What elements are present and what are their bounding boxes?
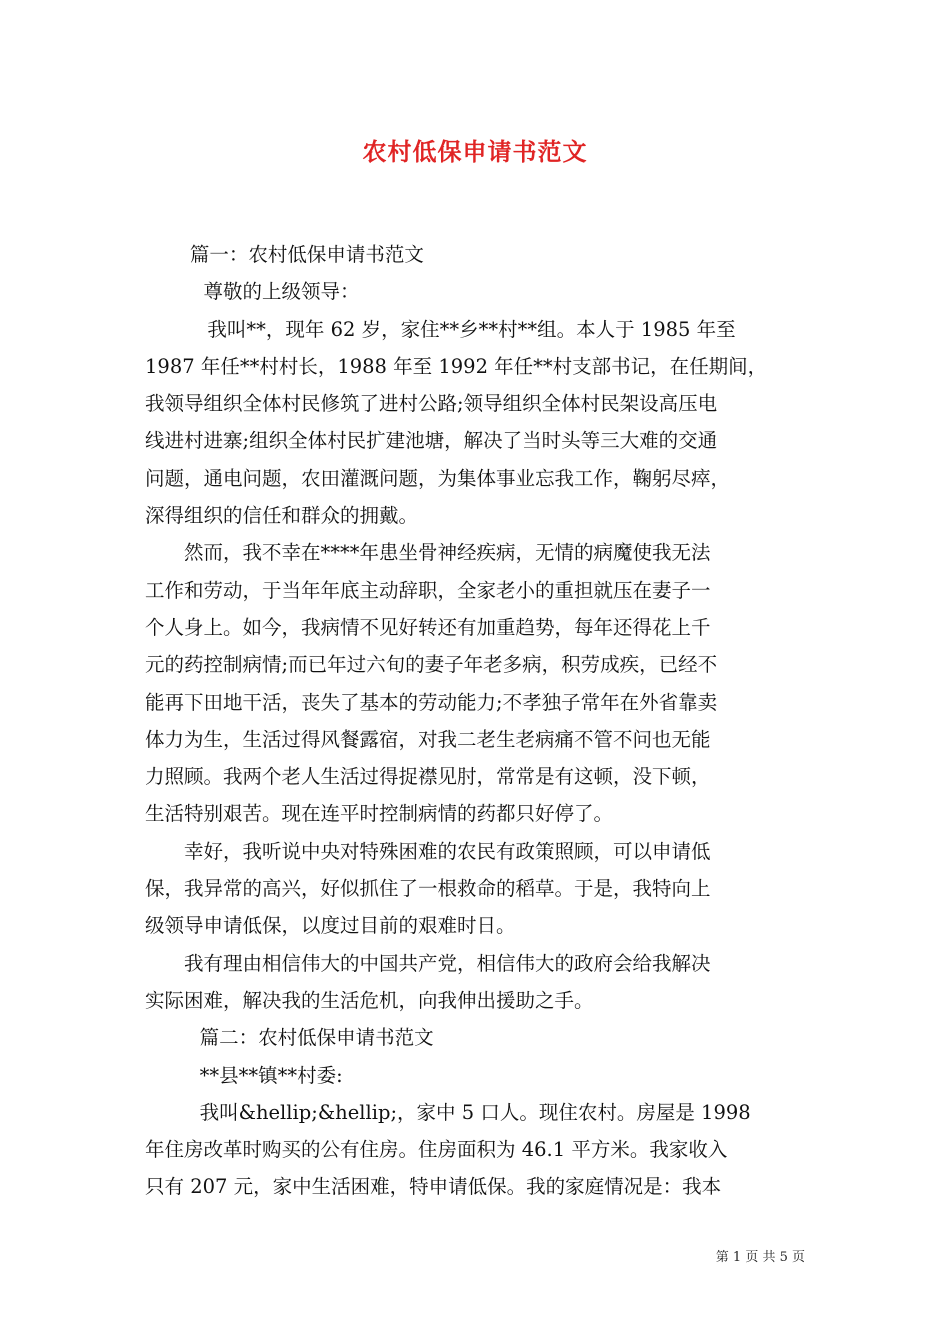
paragraph-line: 实际困难，解决我的生活危机，向我伸出援助之手。 (145, 988, 594, 1012)
paragraph-line: 体力为生，生活过得风餐露宿，对我二老生老病痛不管不问也无能 (145, 727, 711, 751)
paragraph-line: 能再下田地干活，丧失了基本的劳动能力;不孝独子常年在外省靠卖 (145, 690, 718, 714)
section-heading-2: 篇二：农村低保申请书范文 (199, 1026, 434, 1050)
paragraph-line: 我叫**，现年 62 岁，家住**乡**村**组。本人于 1985 年至 (207, 317, 736, 341)
paragraph-line: 线进村进寨;组织全体村民扩建池塘，解决了当时头等三大难的交通 (145, 429, 718, 453)
paragraph-line: 元的药控制病情;而已年过六旬的妻子年老多病，积劳成疾，已经不 (145, 653, 718, 677)
paragraph-line: 问题，通电问题，农田灌溉问题，为集体事业忘我工作，鞠躬尽瘁， (145, 466, 731, 490)
salutation-1: 尊敬的上级领导： (203, 280, 360, 304)
paragraph-line: 级领导申请低保，以度过目前的艰难时日。 (145, 914, 516, 938)
page-number: 第 1 页 共 5 页 (715, 1250, 805, 1265)
paragraph-line: 只有 207 元，家中生活困难，特申请低保。我的家庭情况是：我本 (145, 1175, 722, 1199)
paragraph-line: 幸好，我听说中央对特殊困难的农民有政策照顾，可以申请低 (184, 839, 711, 863)
section-heading-1: 篇一：农村低保申请书范文 (189, 243, 424, 266)
paragraph-line: 年住房改革时购买的公有住房。住房面积为 46.1 平方米。我家收入 (145, 1138, 728, 1162)
paragraph-line: 深得组织的信任和群众的拥戴。 (145, 504, 419, 528)
paragraph-line: 保，我异常的高兴，好似抓住了一根救命的稻草。于是，我特向上 (145, 877, 711, 901)
paragraph-line: 1987 年任**村村长，1988 年至 1992 年任**村支部书记，在任期间， (145, 354, 768, 378)
paragraph-line: 力照顾。我两个老人生活过得捉襟见肘，常常是有这顿，没下顿， (145, 765, 711, 789)
paragraph-line: 工作和劳动，于当年年底主动辞职，全家老小的重担就压在妻子一 (145, 578, 711, 602)
paragraph-line: 我叫&hellip;&hellip;，家中 5 口人。现住农村。房屋是 1998 (199, 1100, 751, 1124)
document-title: 农村低保申请书范文 (362, 137, 588, 166)
paragraph-line: 我有理由相信伟大的中国共产党，相信伟大的政府会给我解决 (184, 951, 711, 975)
paragraph-line: 个人身上。如今，我病情不见好转还有加重趋势，每年还得花上千 (145, 615, 711, 639)
document-body (145, 236, 810, 1206)
paragraph-line: 生活特别艰苦。现在连平时控制病情的药都只好停了。 (145, 802, 614, 826)
paragraph-line: 然而，我不幸在****年患坐骨神经疾病，无情的病魔使我无法 (184, 541, 711, 565)
paragraph-line: 我领导组织全体村民修筑了进村公路;领导组织全体村民架设高压电 (145, 392, 718, 416)
salutation-2: **县**镇**村委: (199, 1063, 343, 1087)
